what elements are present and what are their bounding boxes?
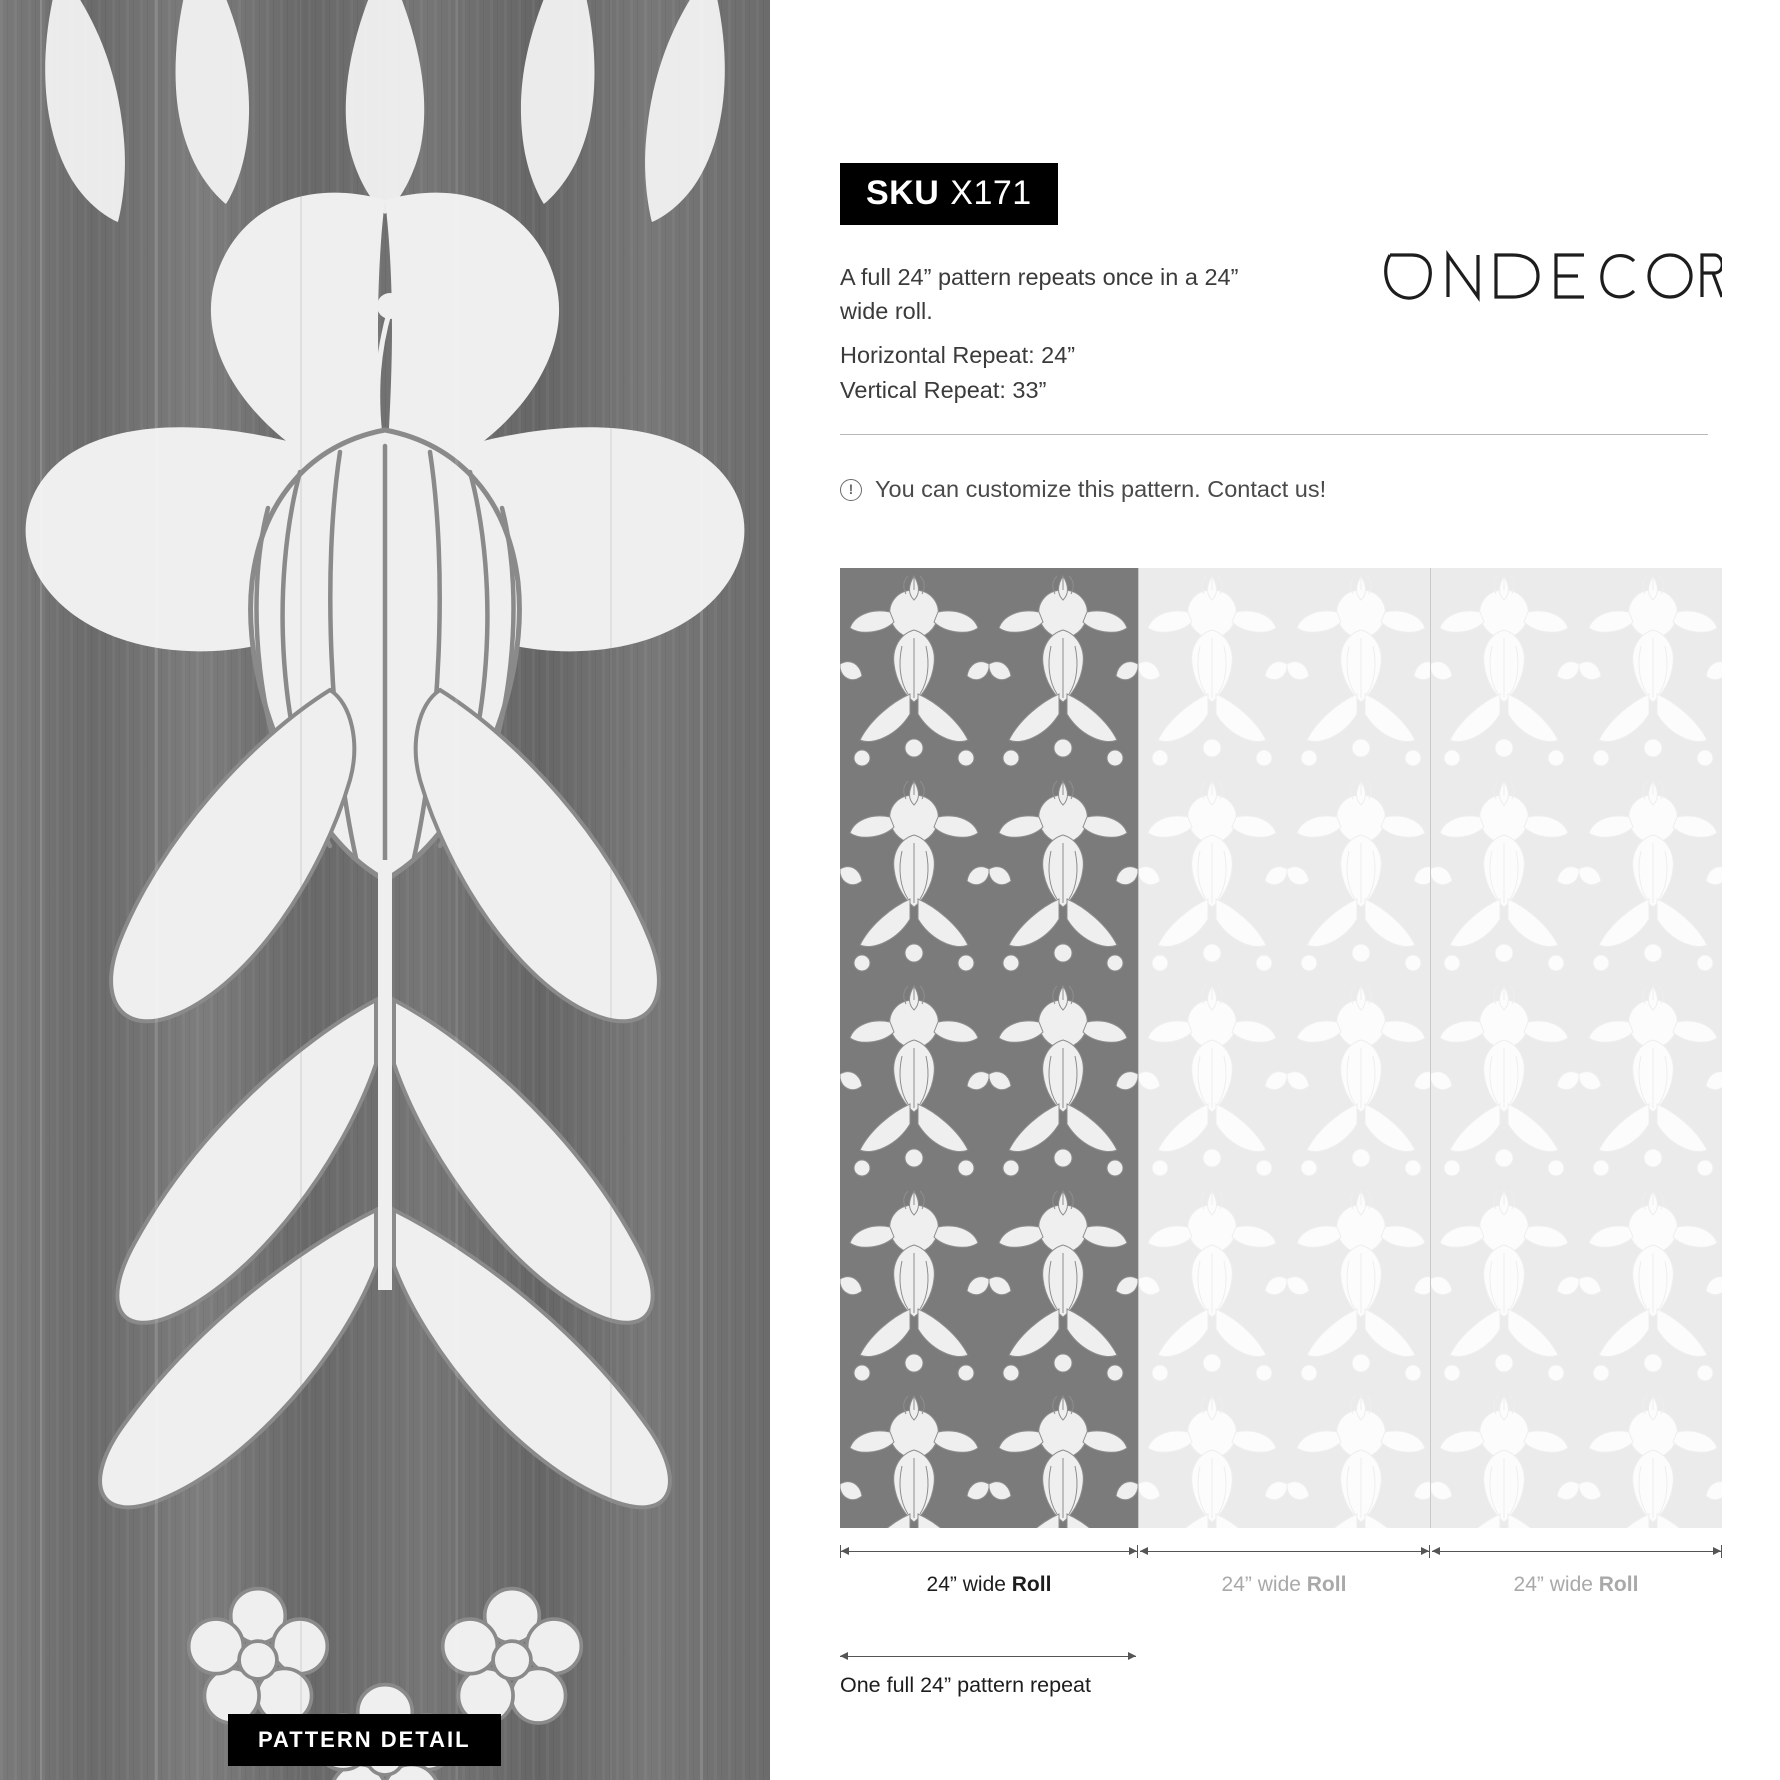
pattern-repeat-caption: One full 24” pattern repeat — [840, 1673, 1091, 1697]
roll-width-3: 24” wide — [1513, 1573, 1599, 1596]
sku-badge — [840, 163, 1058, 225]
roll-separator-1 — [1138, 568, 1139, 1528]
sku-value: X171 — [950, 174, 1032, 212]
roll-label-3 — [1430, 1573, 1722, 1597]
repeat-specs — [840, 338, 1075, 408]
pattern-description: A full 24” pattern repeats once in a 24” wide roll. — [840, 264, 1239, 325]
roll-preview — [840, 568, 1722, 1528]
roll-width-2: 24” wide — [1221, 1573, 1307, 1596]
ondecor-logo — [1382, 247, 1722, 303]
roll-width-1: 24” wide — [926, 1573, 1012, 1596]
pattern-detail-panel — [0, 0, 770, 1780]
product-info-panel — [770, 0, 1780, 1780]
roll-labels — [840, 1573, 1722, 1603]
roll-width-measures — [840, 1543, 1722, 1561]
roll-pattern-3 — [1430, 568, 1722, 1528]
roll-label-2 — [1138, 1573, 1430, 1597]
customize-notice[interactable] — [840, 476, 1326, 503]
roll-separator-2 — [1430, 568, 1431, 1528]
info-circle-icon: ! — [840, 479, 862, 501]
sku-label: SKU — [866, 174, 940, 212]
section-divider — [840, 434, 1708, 435]
vertical-repeat: Vertical Repeat: 33” — [840, 376, 1047, 403]
roll-word-3: Roll — [1598, 1573, 1639, 1596]
pattern-repeat-measure — [840, 1648, 1138, 1664]
roll-panel-2 — [1138, 568, 1430, 1528]
roll-pattern-1 — [840, 568, 1138, 1528]
roll-panel-3 — [1430, 568, 1722, 1528]
roll-panel-1 — [840, 568, 1138, 1528]
roll-word-2: Roll — [1306, 1573, 1347, 1596]
roll-word-1: Roll — [1011, 1573, 1052, 1596]
roll-label-1 — [840, 1573, 1138, 1597]
pattern-detail-badge: PATTERN DETAIL — [228, 1714, 501, 1766]
roll-pattern-2 — [1138, 568, 1430, 1528]
pattern-detail-artwork — [0, 0, 770, 1780]
horizontal-repeat: Horizontal Repeat: 24” — [840, 342, 1076, 368]
customize-notice-text: You can customize this pattern. Contact us! — [875, 476, 1327, 502]
